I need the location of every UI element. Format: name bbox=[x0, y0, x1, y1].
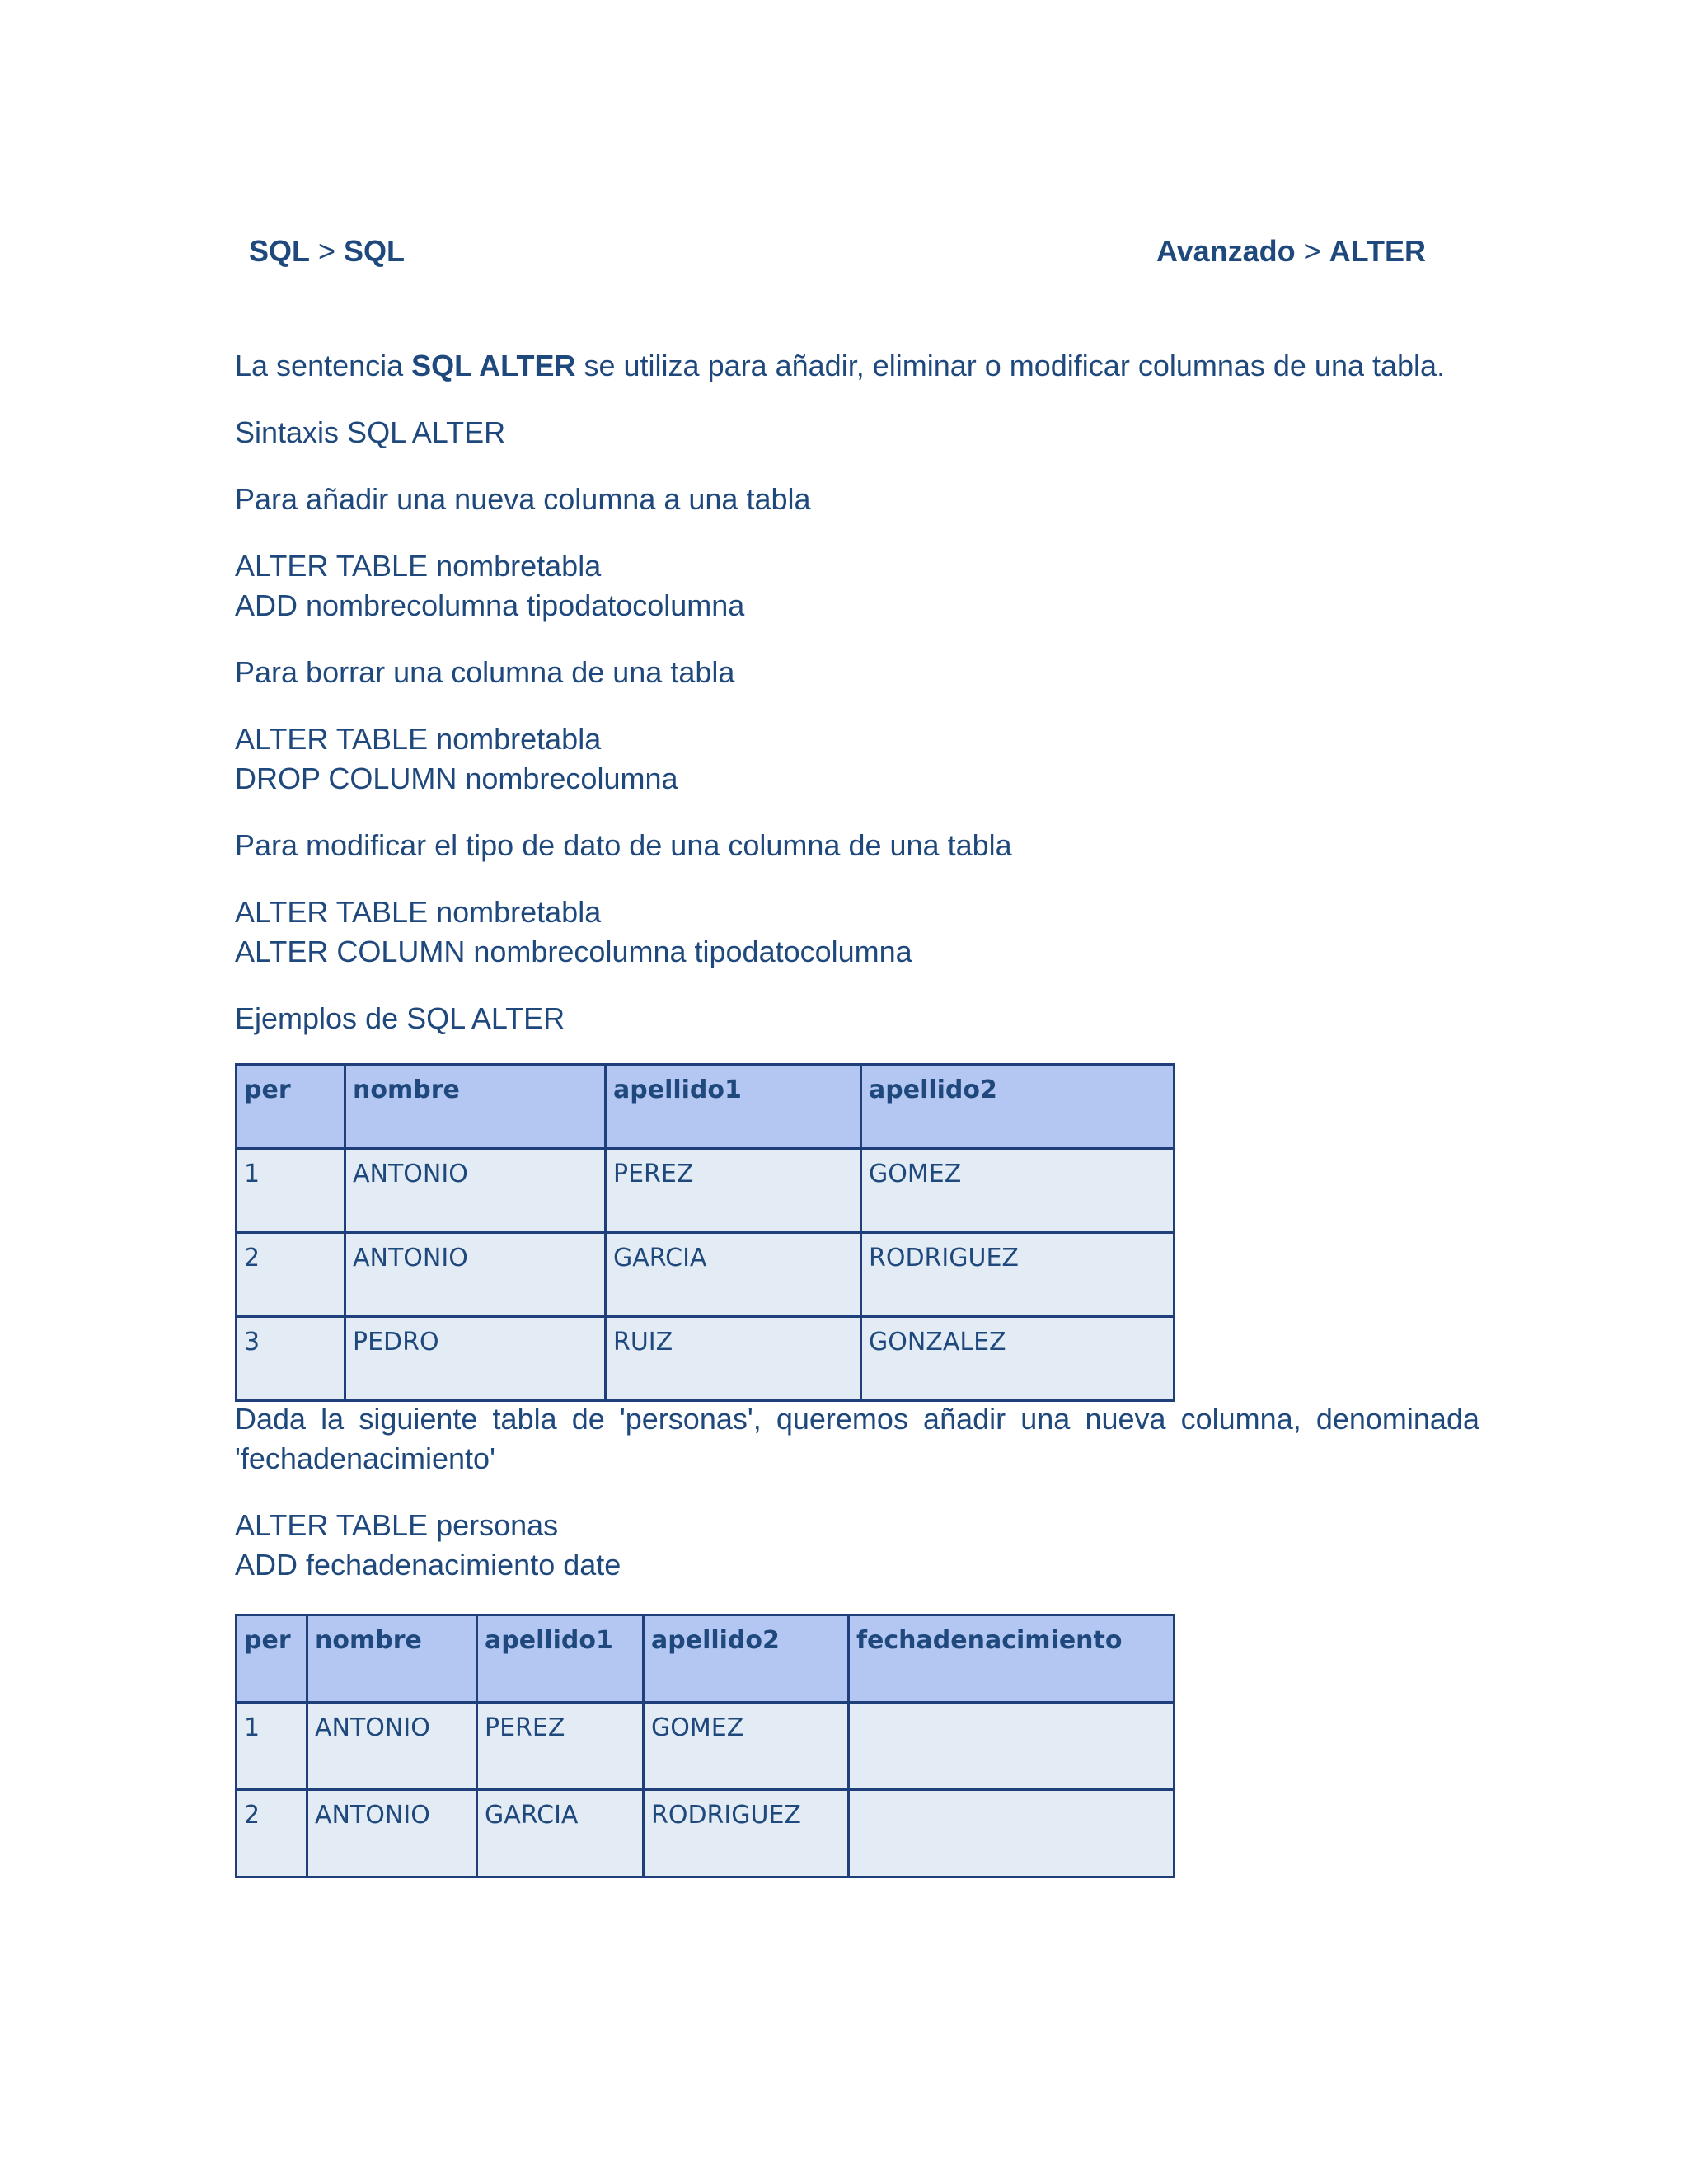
table-cell: RUIZ bbox=[606, 1317, 861, 1401]
intro-paragraph bbox=[235, 346, 1479, 386]
example-description: Dada la siguiente tabla de 'personas', queremos añadir una nueva columna, denominada 'fechadenacimiento' bbox=[235, 1402, 1479, 1475]
column-header: apellido2 bbox=[861, 1065, 1175, 1149]
table-cell: 2 bbox=[237, 1233, 345, 1317]
examples-heading: Ejemplos de SQL ALTER bbox=[235, 1001, 565, 1035]
personas-table bbox=[235, 1063, 1175, 1402]
drop-code-block bbox=[235, 719, 1479, 799]
table-header-row bbox=[237, 1615, 1175, 1703]
column-header: nombre bbox=[307, 1615, 477, 1703]
breadcrumb-item: SQL bbox=[249, 234, 311, 268]
breadcrumb-right bbox=[1156, 234, 1426, 269]
table-cell: 1 bbox=[237, 1149, 345, 1233]
table-cell: GOMEZ bbox=[861, 1149, 1175, 1233]
table-row bbox=[237, 1317, 1175, 1401]
code-line: ALTER TABLE nombretabla bbox=[235, 549, 602, 583]
table-cell bbox=[849, 1790, 1175, 1877]
code-line: ALTER TABLE personas bbox=[235, 1508, 559, 1542]
table-cell: GARCIA bbox=[606, 1233, 861, 1317]
example-code-block bbox=[235, 1506, 1479, 1585]
code-line: DROP COLUMN nombrecolumna bbox=[235, 762, 678, 795]
table-cell: ANTONIO bbox=[307, 1703, 477, 1790]
table-cell: GARCIA bbox=[477, 1790, 644, 1877]
column-header: fechadenacimiento bbox=[849, 1615, 1175, 1703]
code-line: ADD nombrecolumna tipodatocolumna bbox=[235, 588, 745, 622]
breadcrumb-item: SQL bbox=[344, 234, 406, 268]
intro-text: se utiliza para añadir, eliminar o modificar columnas de una tabla. bbox=[575, 349, 1446, 382]
intro-keyword: SQL ALTER bbox=[411, 349, 576, 382]
column-header: apellido1 bbox=[477, 1615, 644, 1703]
table-cell: 1 bbox=[237, 1703, 307, 1790]
table-cell: 2 bbox=[237, 1790, 307, 1877]
table-cell: RODRIGUEZ bbox=[861, 1233, 1175, 1317]
breadcrumb-item: Avanzado bbox=[1156, 234, 1296, 268]
table-row bbox=[237, 1703, 1175, 1790]
column-header: nombre bbox=[345, 1065, 606, 1149]
personas-altered-table bbox=[235, 1614, 1175, 1878]
add-description: Para añadir una nueva columna a una tabla bbox=[235, 482, 811, 516]
add-code-block bbox=[235, 546, 1479, 626]
table-cell: ANTONIO bbox=[345, 1149, 606, 1233]
table-cell bbox=[849, 1703, 1175, 1790]
table-cell: PEREZ bbox=[477, 1703, 644, 1790]
breadcrumb-separator: > bbox=[310, 234, 345, 268]
table-cell: ANTONIO bbox=[345, 1233, 606, 1317]
code-line: ALTER COLUMN nombrecolumna tipodatocolumna bbox=[235, 935, 912, 968]
table-row bbox=[237, 1233, 1175, 1317]
code-line: ADD fechadenacimiento date bbox=[235, 1548, 621, 1582]
syntax-heading: Sintaxis SQL ALTER bbox=[235, 415, 506, 449]
intro-text: La sentencia bbox=[235, 349, 412, 382]
column-header: apellido2 bbox=[644, 1615, 849, 1703]
modify-code-block bbox=[235, 893, 1479, 972]
table-cell: RODRIGUEZ bbox=[644, 1790, 849, 1877]
table-cell: PEREZ bbox=[606, 1149, 861, 1233]
column-header: apellido1 bbox=[606, 1065, 861, 1149]
breadcrumb-left bbox=[249, 234, 405, 269]
breadcrumb-header bbox=[249, 234, 1426, 274]
code-line: ALTER TABLE nombretabla bbox=[235, 895, 602, 929]
column-header: per bbox=[237, 1615, 307, 1703]
table-cell: GOMEZ bbox=[644, 1703, 849, 1790]
column-header: per bbox=[237, 1065, 345, 1149]
table-cell: PEDRO bbox=[345, 1317, 606, 1401]
table-header-row bbox=[237, 1065, 1175, 1149]
modify-description: Para modificar el tipo de dato de una columna de una tabla bbox=[235, 828, 1012, 862]
table-cell: 3 bbox=[237, 1317, 345, 1401]
breadcrumb-separator: > bbox=[1295, 234, 1329, 268]
code-line: ALTER TABLE nombretabla bbox=[235, 722, 602, 756]
table-cell: GONZALEZ bbox=[861, 1317, 1175, 1401]
table-row bbox=[237, 1790, 1175, 1877]
table-row bbox=[237, 1149, 1175, 1233]
breadcrumb-item: ALTER bbox=[1329, 234, 1426, 268]
drop-description: Para borrar una columna de una tabla bbox=[235, 655, 735, 689]
table-cell: ANTONIO bbox=[307, 1790, 477, 1877]
